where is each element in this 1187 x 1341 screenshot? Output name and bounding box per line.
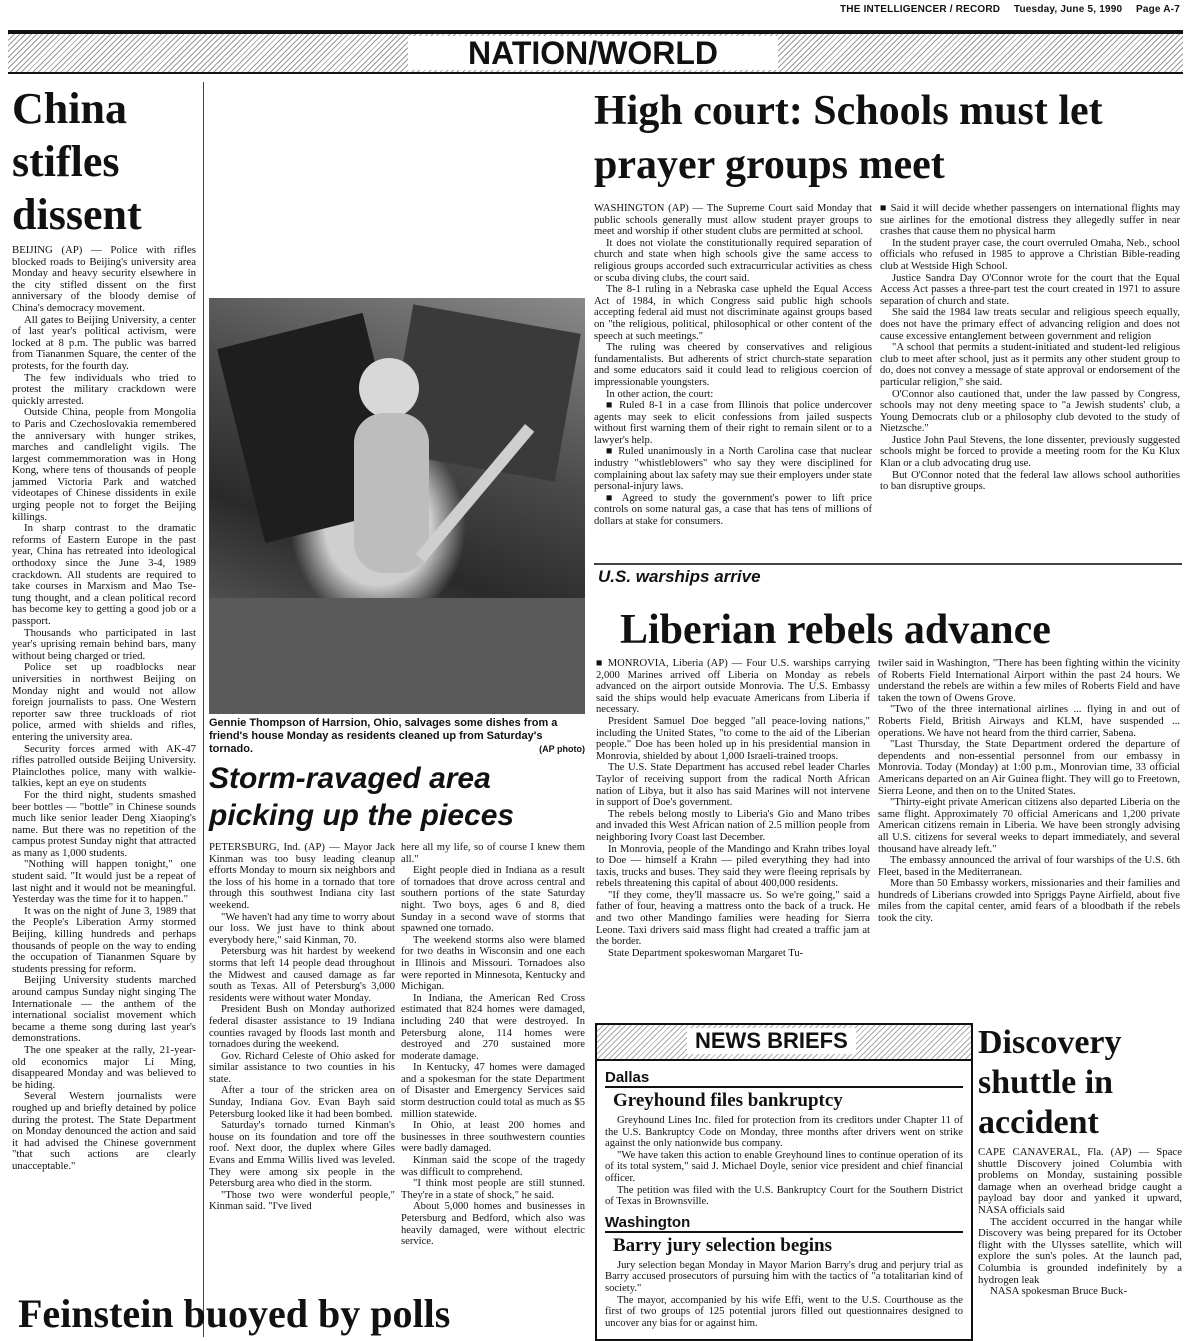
- paragraph: PETERSBURG, Ind. (AP) — Mayor Jack Kinman was too busy leading cleanup efforts Monday to mourn six neighbors and the loss of his home in a tornado that tore through this southwest Indiana city last weekend.: [209, 842, 395, 911]
- paragraph: In Kentucky, 47 homes were damaged and a spokesman for the state Department of Disaster and Emergency Services said storm destruction could total as much as $5 million statewide.: [401, 1062, 585, 1120]
- liberia-headline: Liberian rebels advance: [620, 607, 1051, 653]
- storm-column-2: [401, 842, 585, 1248]
- paper-name: THE INTELLIGENCER / RECORD: [840, 4, 1001, 15]
- paragraph: President Bush on Monday authorized federal disaster assistance to 19 Indiana counties ravaged by floods last month and tornadoes during the weekend.: [209, 1004, 395, 1051]
- news-briefs-box: [595, 1023, 973, 1341]
- brief-location: Dallas: [605, 1069, 963, 1088]
- court-column-1: [594, 203, 872, 528]
- paragraph: For the third night, students smashed beer bottles — "bottle" in Chinese sounds much like senior leader Deng Xiaoping's name. But there was no repetition of the campus protest Sunday night that attracted as many as 1,000 students.: [12, 788, 196, 859]
- paragraph: "If they come, they'll massacre us. So we're going," said a father of four, heaving a mattress onto the back of a truck. He and two other Mandingo families were heading for Sierra Leone. Taxi drivers said mass flight had created a traffic jam at the border.: [596, 889, 870, 948]
- liberia-column-2: [878, 658, 1180, 925]
- brief-headline: Barry jury selection begins: [613, 1234, 833, 1256]
- section-banner: [8, 30, 1183, 74]
- paragraph: Eight people died in Indiana as a result of tornadoes that drove across central and southern portions of the state Saturday night. Two boys, ages 6 and 8, died Sunday in a second wave of storms that spawned one tornado.: [401, 865, 585, 935]
- paragraph: Outside China, people from Mongolia to Paris and Czechoslovakia remembered the anniversary with hunger strikes, marches and candlelight vigils. The largest commemmoration was in Hong Kong, where tens of thousands of people jammed Victoria Park and watched videotapes of Chinese dissidents in exile urging people not to forget the Beijing killings.: [12, 406, 196, 523]
- paragraph: Kinman said the scope of the tragedy was difficult to comprehend.: [401, 1155, 585, 1178]
- paragraph: The one speaker at the rally, 21-year-old economics major Li Ming, disappeared Monday and was believed to be hiding.: [12, 1043, 196, 1091]
- china-headline: China stifles dissent: [12, 84, 142, 239]
- paragraph: In sharp contrast to the dramatic reforms of Eastern Europe in the past year, China has retreated into ideological orthodoxy since the June 3-4, 1989 crackdown. All students are required to take courses in Marxism and Mao Tse-tung thought, and a clean political record has become key to getting a good job or a passport.: [12, 522, 196, 627]
- paragraph: Beijing University students marched around campus Sunday night singing The Internationale — the anthem of the international socialist movement which became a theme song during last year's demonstrations.: [12, 974, 196, 1045]
- paragraph: The petition was filed with the U.S. Bankruptcy Court for the Southern District of Texas in Brownsville.: [605, 1184, 963, 1208]
- paragraph: CAPE CANAVERAL, Fla. (AP) — Space shuttle Discovery joined Columbia with problems on Monday, sustaining possible damage when an overhead bridge caught a payload bay door and yanked it upward, NASA officials said: [978, 1146, 1182, 1216]
- paragraph: here all my life, so of course I knew them all.": [401, 842, 585, 865]
- news-briefs-title: NEWS BRIEFS: [687, 1028, 856, 1054]
- paragraph: President Samuel Doe begged "all peace-loving nations," including the United States, "to come to the aid of the Liberian people." Doe has been holed up in his presidential mansion in Monrovia, shielded by about 1,000 Israeli-trained troops.: [596, 715, 870, 762]
- page-number: Page A-7: [1135, 4, 1180, 15]
- paragraph: About 5,000 homes and businesses in Petersburg and Bedford, which also was heavily damaged, were without electric service.: [401, 1201, 585, 1248]
- paragraph: ■ Said it will decide whether passengers on international flights may sue airlines for the emotional distress they allegedly suffer in near crashes that cause them no physical harm: [880, 203, 1180, 238]
- paragraph: But O'Connor noted that the federal law allows school authorities to ban disruptive groups.: [880, 469, 1180, 493]
- paragraph: More than 50 Embassy workers, missionaries and their families and hundreds of Liberians crowded into Spriggs Payne Airfield, about five miles from the capital center, amid fears of a bloodbath if the rebels took the city.: [878, 878, 1180, 925]
- feinstein-headline: Feinstein buoyed by polls: [18, 1291, 451, 1336]
- brief-location: Washington: [605, 1214, 963, 1233]
- paragraph: "Those two were wonderful people," Kinman said. "I've lived: [209, 1189, 395, 1213]
- liberia-kicker: U.S. warships arrive: [598, 567, 761, 586]
- paragraph: Jury selection began Monday in Mayor Marion Barry's drug and perjury trial as Barry accused prosecutors of pursuing him with the tactics of "a totalitarian kind of society.": [605, 1259, 963, 1294]
- court-column-2: [880, 203, 1180, 493]
- paragraph: The accident occurred in the hangar while Discovery was being prepared for its October flight with the Ulysses satellite, which will explore the sun's poles. At the launch pad, Columbia is grounded indefinitely by a hydrogen leak: [978, 1215, 1182, 1286]
- paragraph: It was on the night of June 3, 1989 that the People's Liberation Army stormed Beijing, killing hundreds and perhaps thousands of people on the way to ending the occupation of Tiananmen Square by students pressing for reform.: [12, 904, 196, 975]
- paragraph: The ruling was cheered by conservatives and religious fundamentalists. But adherents of strict church-state separation and some educators said it could lead to religious coercion of impressionable youngsters.: [594, 342, 872, 388]
- masthead: [840, 4, 1180, 15]
- discovery-article: [978, 1023, 1182, 1298]
- photo-caption: [209, 717, 585, 756]
- liberia-top-rule: [594, 563, 1182, 565]
- paragraph: State Department spokeswoman Margaret Tu-: [608, 947, 804, 959]
- brief-body: [605, 1115, 963, 1208]
- paragraph: ■ MONROVIA, Liberia (AP) — Four U.S. warships carrying 2,000 Marines arrived off Liberia on Monday as rebels advanced on the airport outside Monrovia. The U.S. Embassy said the ships would help evacuate Americans from Liberia if necessary.: [596, 658, 870, 716]
- paragraph: "A school that permits a student-initiated and student-led religious club to meet after school, just as it permits any other student group to do, does not convey a message of state approval or endorsement of the particular religion," she said.: [880, 342, 1180, 388]
- paragraph: ■ Ruled 8-1 in a case from Illinois that police undercover agents may seek to elicit confessions from jailed suspects without first warning them of their right to remain silent or to a lawyer's help.: [594, 400, 872, 446]
- paragraph: In Indiana, the American Red Cross estimated that 824 homes were damaged, including 240 that were destroyed. In Petersburg alone, 114 homes were destroyed and 270 sustained more moderate damage.: [401, 992, 585, 1062]
- paragraph: In the student prayer case, the court overruled Omaha, Neb., school officials who refused in 1985 to approve a Christian Bible-reading club at Westside High School.: [880, 237, 1180, 272]
- court-article: [594, 84, 1181, 192]
- paragraph: The few individuals who tried to protest the military crackdown were quickly arrested.: [12, 371, 196, 407]
- paragraph: "Thirty-eight private American citizens also departed Liberia on the same flight. Approximately 70 official Americans and 1,200 private American citizens remain in Liberia. We have been strongly advising all U.S. citizens for several weeks to depart immediately, and several thousand have already left.": [878, 797, 1180, 855]
- paragraph: Police set up roadblocks near universities in northwest Beijing on Monday night and would not allow foreign journalists to pass. One Western reporter saw three truckloads of riot police, armed with shields and rifles, entering the university area.: [12, 661, 196, 743]
- paragraph: "We have taken this action to enable Greyhound lines to continue operation of its of its total system," said J. Michael Doyle, senior vice president and chief financial officer.: [605, 1149, 963, 1184]
- paragraph: The embassy announced the arrival of four warships of the U.S. 6th Fleet, based in the Mediterranean.: [878, 855, 1180, 878]
- storm-headline: Storm-ravaged area picking up the pieces: [209, 762, 515, 832]
- paragraph: BEIJING (AP) — Police with rifles blocked roads to Beijing's university area Monday and heavy security elsewhere in the city stifled dissent on the first anniversary of the bloody demise of China's democracy movement.: [12, 244, 196, 314]
- paragraph: Saturday's tornado turned Kinman's house on its foundation and tore off the roof. Next door, the duplex where Giles Evans and Emma Willis lived was leveled. They were among six people in the Petersburg area who died in the storm.: [209, 1120, 395, 1190]
- paragraph: NASA spokesman Bruce Buck-: [990, 1285, 1128, 1298]
- paragraph: The mayor, accompanied by his wife Effi, went to the U.S. Courthouse as the first of two groups of 125 potential jurors filled out questionnaires designed to uncover any bias for or against him.: [605, 1294, 963, 1329]
- paragraph: The weekend storms also were blamed for two deaths in Wisconsin and one each in Illinois and Missouri. Tornadoes also were reported in Minnesota, Kentucky and Michigan.: [401, 934, 585, 993]
- paragraph: ■ Ruled unanimously in a North Carolina case that nuclear industry "whistleblowers" who say they were disciplined for complaining about lax safety may sue their employers under state personal-injury laws.: [594, 446, 873, 493]
- paragraph: twiler said in Washington, "There has been fighting within the vicinity of Roberts Field International Airport within the past 24 hours. We understand the rebels are within a few miles of Roberts Field and have taken the town of Owens Grove.: [878, 658, 1180, 704]
- paragraph: "I think most people are still stunned. They're in a state of shock," he said.: [401, 1178, 585, 1201]
- brief-body: [605, 1260, 963, 1330]
- discovery-headline: Discovery shuttle in accident: [978, 1024, 1122, 1141]
- paragraph: The rebels belong mostly to Liberia's Gio and Mano tribes and invaded this West African nation of 2.5 million people from neighboring Ivory Coast last December.: [596, 808, 870, 843]
- paragraph: Security forces armed with AK-47 rifles patrolled outside Beijing University. Plainclothes police, many with walkie-talkies, kept an eye on students: [12, 742, 196, 790]
- paragraph: It does not violate the constitutionally required separation of church and state when high schools give the same access to religious groups accorded such extracurricular activities as chess or scuba diving clubs, the court said.: [594, 237, 872, 284]
- paragraph: O'Connor also cautioned that, under the law passed by Congress, schools may not deny meeting space to "a Jewish students' club, a Young Democrats club or a philosophy club devoted to the study of Nietzsche.": [880, 388, 1180, 435]
- paragraph: Justice John Paul Stevens, the lone dissenter, previously suggested schools might be forced to provide a meeting room for the Ku Klux Klan or a club advocating drug use.: [880, 434, 1180, 470]
- paragraph: "Last Thursday, the State Department ordered the departure of dependents and non-essential personnel from our embassy in Monrovia. Today (Monday) at 1:00 p.m., Monrovian time, 33 official Americans departed on an Air Guinea flight. They will go to Freetown, Sierra Leone, and then on to the United States.: [878, 739, 1180, 797]
- column-rule: [203, 82, 204, 1337]
- paragraph: ■ Agreed to study the government's power to lift price controls on some natural gas, a case that has tens of millions of dollars at stake for consumers.: [594, 492, 872, 528]
- paragraph: Greyhound Lines Inc. filed for protection from its creditors under Chapter 11 of the U.S. Bankruptcy Code on Monday, three months after drivers went on strike against the only nationwide bus company.: [605, 1115, 963, 1150]
- discovery-body: [978, 1147, 1182, 1298]
- paragraph: After a tour of the stricken area on Sunday, Indiana Gov. Evan Bayh said Petersburg looked like it had been bombed.: [209, 1085, 395, 1120]
- briefs-body: [597, 1061, 971, 1329]
- paragraph: In Ohio, at least 200 homes and businesses in three southwestern counties were badly damaged.: [401, 1120, 585, 1155]
- china-body: [12, 245, 196, 1173]
- paragraph: "We haven't had any time to worry about our loss. We just have to think about everybody here," said Kinman, 70.: [209, 911, 395, 946]
- photo-caption-text: Gennie Thompson of Harrsion, Ohio, salvages some dishes from a friend's house Monday as residents cleaned up from Saturday's tornado.: [209, 717, 558, 755]
- paragraph: "Two of the three international airlines ... flying in and out of Roberts Field, British Airways and KLM, have suspended ... operations. We have not heard from the third carrier, Sabena.: [878, 704, 1180, 739]
- photo-credit: (AP photo): [539, 744, 585, 754]
- paragraph: In other action, the court:: [606, 388, 714, 400]
- storm-column-1: [209, 842, 395, 1213]
- paragraph: In Monrovia, people of the Mandingo and Krahn tribes loyal to Doe — himself a Krahn — piled everything they had into taxis, trucks and buses. They said they were fleeing reprisals by rebels threatening this capital of about 400,000 residents.: [596, 843, 870, 890]
- brief-headline: Greyhound files bankruptcy: [613, 1090, 843, 1111]
- paragraph: Justice Sandra Day O'Connor wrote for the court that the Equal Access Act passes a three-part test the court created in 1971 to assure separation of church and state.: [880, 272, 1180, 307]
- paragraph: The 8-1 ruling in a Nebraska case upheld the Equal Access Act of 1984, in which Congress said public high schools accepting federal aid must not discriminate against groups based on "the religious, political, philosophical or other content of the speech at such meetings.": [594, 284, 872, 342]
- paragraph: WASHINGTON (AP) — The Supreme Court said Monday that public schools generally must allow student prayer groups to meet and worship if other student clubs are permitted at school.: [594, 203, 872, 238]
- issue-date: Tuesday, June 5, 1990: [1013, 4, 1123, 15]
- paragraph: Petersburg was hit hardest by weekend storms that left 14 people dead throughout the Midwest and caused damage as far south as Texas. All of Petersburg's 3,000 residents were without water Monday.: [209, 946, 395, 1004]
- paragraph: She said the 1984 law treats secular and religious speech equally, does not have the primary effect of advancing religion and does not cause excessive entanglement between government and religion: [880, 307, 1180, 342]
- paragraph: The U.S. State Department has accused rebel leader Charles Taylor of receiving support from the radical North African nation of Libya, but it also has said Marines will not intervene in support of Doe's government.: [596, 762, 870, 809]
- paragraph: "Nothing will happen tonight," one student said. "It would just be a repeat of last night and it would not be meaningful. Yesterday was the time for it to happen.": [12, 858, 196, 906]
- china-article: [12, 82, 196, 1173]
- paragraph: Gov. Richard Celeste of Ohio asked for similar assistance to two counties in his state.: [209, 1050, 395, 1085]
- liberia-column-1: [596, 658, 870, 959]
- tornado-photo: [209, 298, 585, 714]
- court-headline: High court: Schools must let prayer groups meet: [594, 88, 1103, 188]
- paragraph: All gates to Beijing University, a center of last year's political activism, were locked at 8 p.m. The public was barred from Tiananmen Square, the center of the protests, for the fourth day.: [12, 313, 196, 372]
- section-title: NATION/WORLD: [408, 36, 778, 70]
- paragraph: Several Western journalists were roughed up and briefly detained by police during the protest. The State Department on Monday denounced the action and said it had advised the Chinese government "that such actions are clearly unacceptable.": [12, 1090, 196, 1172]
- paragraph: Thousands who participated in last year's uprising remain behind bars, many without being charged or tried.: [12, 626, 196, 662]
